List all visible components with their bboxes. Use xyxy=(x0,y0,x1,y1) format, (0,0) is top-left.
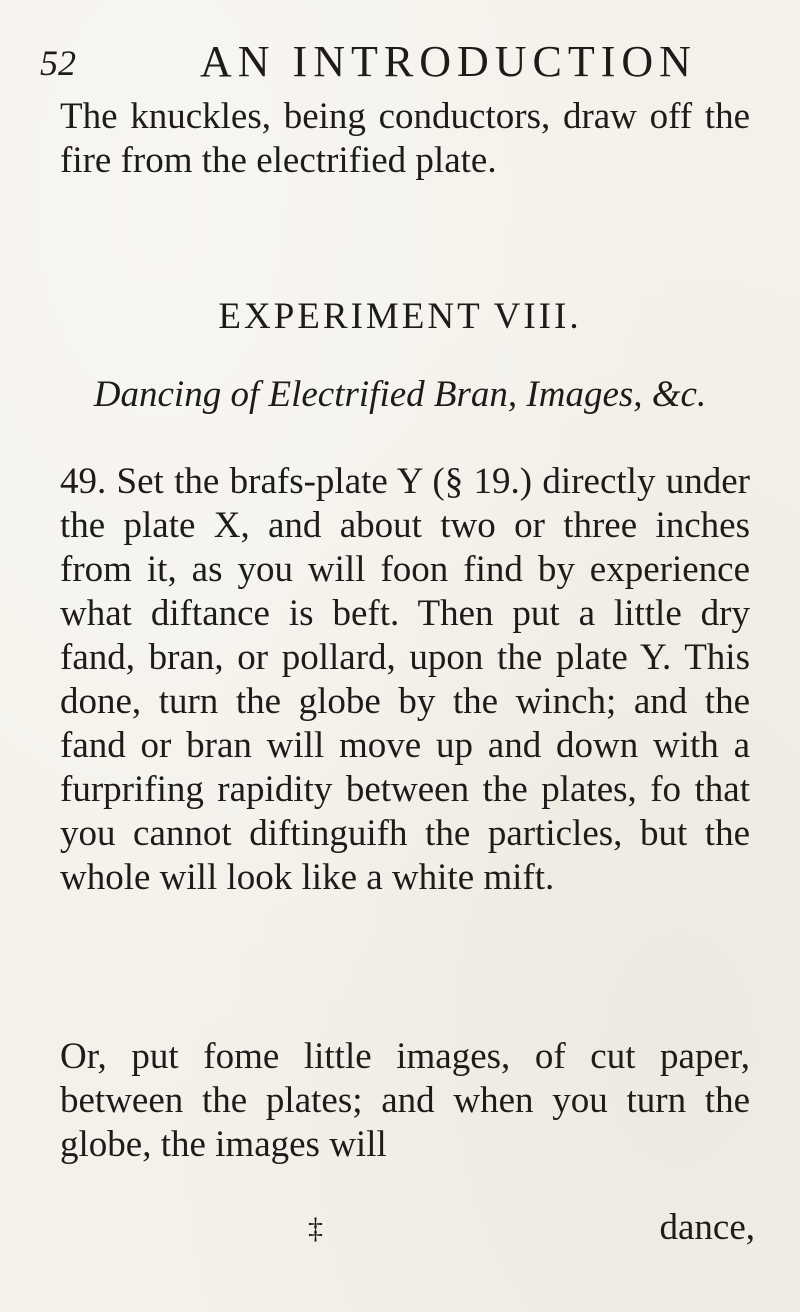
experiment-heading: EXPERIMENT VIII. xyxy=(218,296,582,337)
experiment-subheading: Dancing of Electrified Bran, Images, &c. xyxy=(93,374,707,415)
signature-mark: ‡ xyxy=(308,1212,323,1245)
page-number: 52 xyxy=(40,43,76,83)
catchword: dance, xyxy=(659,1207,755,1248)
paragraph-images: Or, put fome little images, of cut paper, between the plates; and when you turn the globe, the images will xyxy=(60,1036,750,1165)
page-header xyxy=(40,30,760,90)
paragraph-49: 49. Set the brafs-plate Y (§ 19.) directly under the plate X, and about two or three inches from it, as you will foon find by experience what diftance is beft. Then put a little dry fand, bran, or pollard, upon the plate Y. This done, turn the globe by the winch; and the fand or bran will move up and down with a furprifing rapidity between the plates, fo that you cannot diftinguifh the particles, but the whole will look like a white mift. xyxy=(60,461,750,898)
running-head: AN INTRODUCTION xyxy=(200,37,697,86)
paragraph-knuckles: The knuckles, being conductors, draw off the fire from the electrified plate. xyxy=(60,96,750,181)
